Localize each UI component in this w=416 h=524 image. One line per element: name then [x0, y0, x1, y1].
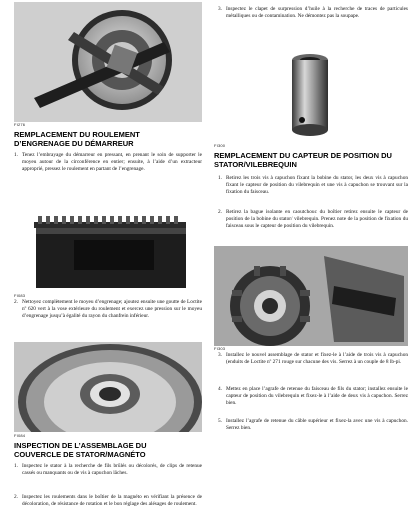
procedure-step: [218, 386, 408, 407]
procedure-step: [218, 352, 408, 366]
gear-bearing-photo: [14, 342, 202, 432]
step-text: Inspectez le stator à la recherche de fils brûlés ou décolorés, de clips de retenue cassés ou manquants ou de vis à capuchon lâches.: [22, 463, 202, 476]
procedure-step: [218, 6, 408, 20]
procedure-step: [218, 175, 408, 196]
step-number: 1.: [14, 152, 18, 158]
step-text: Retirez la bague isolante en caoutchouc du boîtier retirez ensuite le capteur de position de la bobine du stator/ vilebrequin. Prenez note de la position de fixation du faisceau sous le capteur de position du vilebrequin.: [226, 209, 408, 229]
starter-gear-puller-image: [14, 2, 202, 122]
section-heading: REMPLACEMENT DU ROULEMENT D’ENGRENAGE DU DÉMARREUR: [14, 130, 140, 148]
figure-code: FI083: [14, 293, 26, 298]
step-text: Mettez en place l’agrafe de retenue du faisceau de fils du stator; installez ensuite le capteur de position du vilebrequin et fixez-le à l’aide de deux vis à capuchon. Serrez bien.: [226, 386, 408, 406]
section-heading: REMPLACEMENT DU CAPTEUR DE POSITION DU STATOR/VILEBREQUIN: [214, 151, 392, 169]
gear-hub-press-image: [14, 200, 202, 292]
section-heading: INSPECTION DE L’ASSEMBLAGE DU COUVERCLE DE STATOR/MAGNÉTO: [14, 441, 147, 459]
procedure-step: [14, 463, 202, 477]
step-number: 1.: [14, 463, 18, 469]
step-number: 2.: [14, 494, 18, 500]
procedure-step: [14, 494, 202, 508]
figure-code: FI303: [214, 346, 226, 351]
step-text: Installez le nouvel assemblage de stator et fixez-le à l’aide de trois vis à capuchon (enduits de Loctite nº 271 rouge sur chacune des vis. Serrez à un couple de 8 lb-pi.: [226, 352, 408, 365]
stator-assembly-image: [214, 246, 408, 346]
step-text: Inspectez le clapet de surpression d’huile à la recherche de traces de particules métalliques ou de contamination. Ne démontez pas la soupape.: [226, 6, 408, 19]
figure-code: FI276: [14, 122, 26, 127]
gear-bearing-image: [14, 342, 202, 432]
gear-hub-press-photo: [14, 200, 202, 292]
figure-code: FI300: [214, 143, 226, 148]
figure-code: FI084: [14, 433, 26, 438]
step-text: Tenez l’embrayage du démarreur en pressant, en prenant le soin de supporter le moyeu autour de la circonférence en entier; ensuite, à l’aide d’un extracteur approprié, pressez le roulement en partant de l’engrenage.: [22, 152, 202, 172]
procedure-step: [218, 209, 408, 230]
relief-valve-photo: [214, 50, 408, 142]
step-number: 2.: [14, 299, 18, 305]
step-number: 3.: [218, 352, 222, 358]
stator-assembly-photo: [214, 246, 408, 346]
relief-valve-image: [214, 50, 408, 142]
step-text: Inspectez les roulements dans le boîtier de la magnéto en vérifiant la présence de décoloration, de résistance de rotation et le bon réglage des alésages de roulement.: [22, 494, 202, 507]
step-number: 4.: [218, 386, 222, 392]
step-number: 2.: [218, 209, 222, 215]
step-text: Retirez les trois vis à capuchon fixant la bobine du stator, les deux vis à capuchon fixant le capteur de position du vilebrequin et une vis à capuchon se trouvant sur la fixation du faisceau.: [226, 175, 408, 195]
procedure-step: [218, 418, 408, 432]
procedure-step: [14, 299, 202, 320]
step-number: 1.: [218, 175, 222, 181]
procedure-step: [14, 152, 202, 173]
step-number: 3.: [218, 6, 222, 12]
starter-gear-puller-photo: [14, 2, 202, 122]
step-text: Nettoyez complètement le moyeu d’engrenage; ajoutez ensuite une goutte de Loctite nº 620 vert à la vose extérieure du roulement et exercez une pression sur le moyeu d’engrenage jusqu’à égalité du rayon du chanfrein inférieur.: [22, 299, 202, 319]
step-text: Installez l’agrafe de retenue du câble supérieur et fixez-la avec une vis à capuchon. Serrez bien.: [226, 418, 408, 431]
step-number: 5.: [218, 418, 222, 424]
